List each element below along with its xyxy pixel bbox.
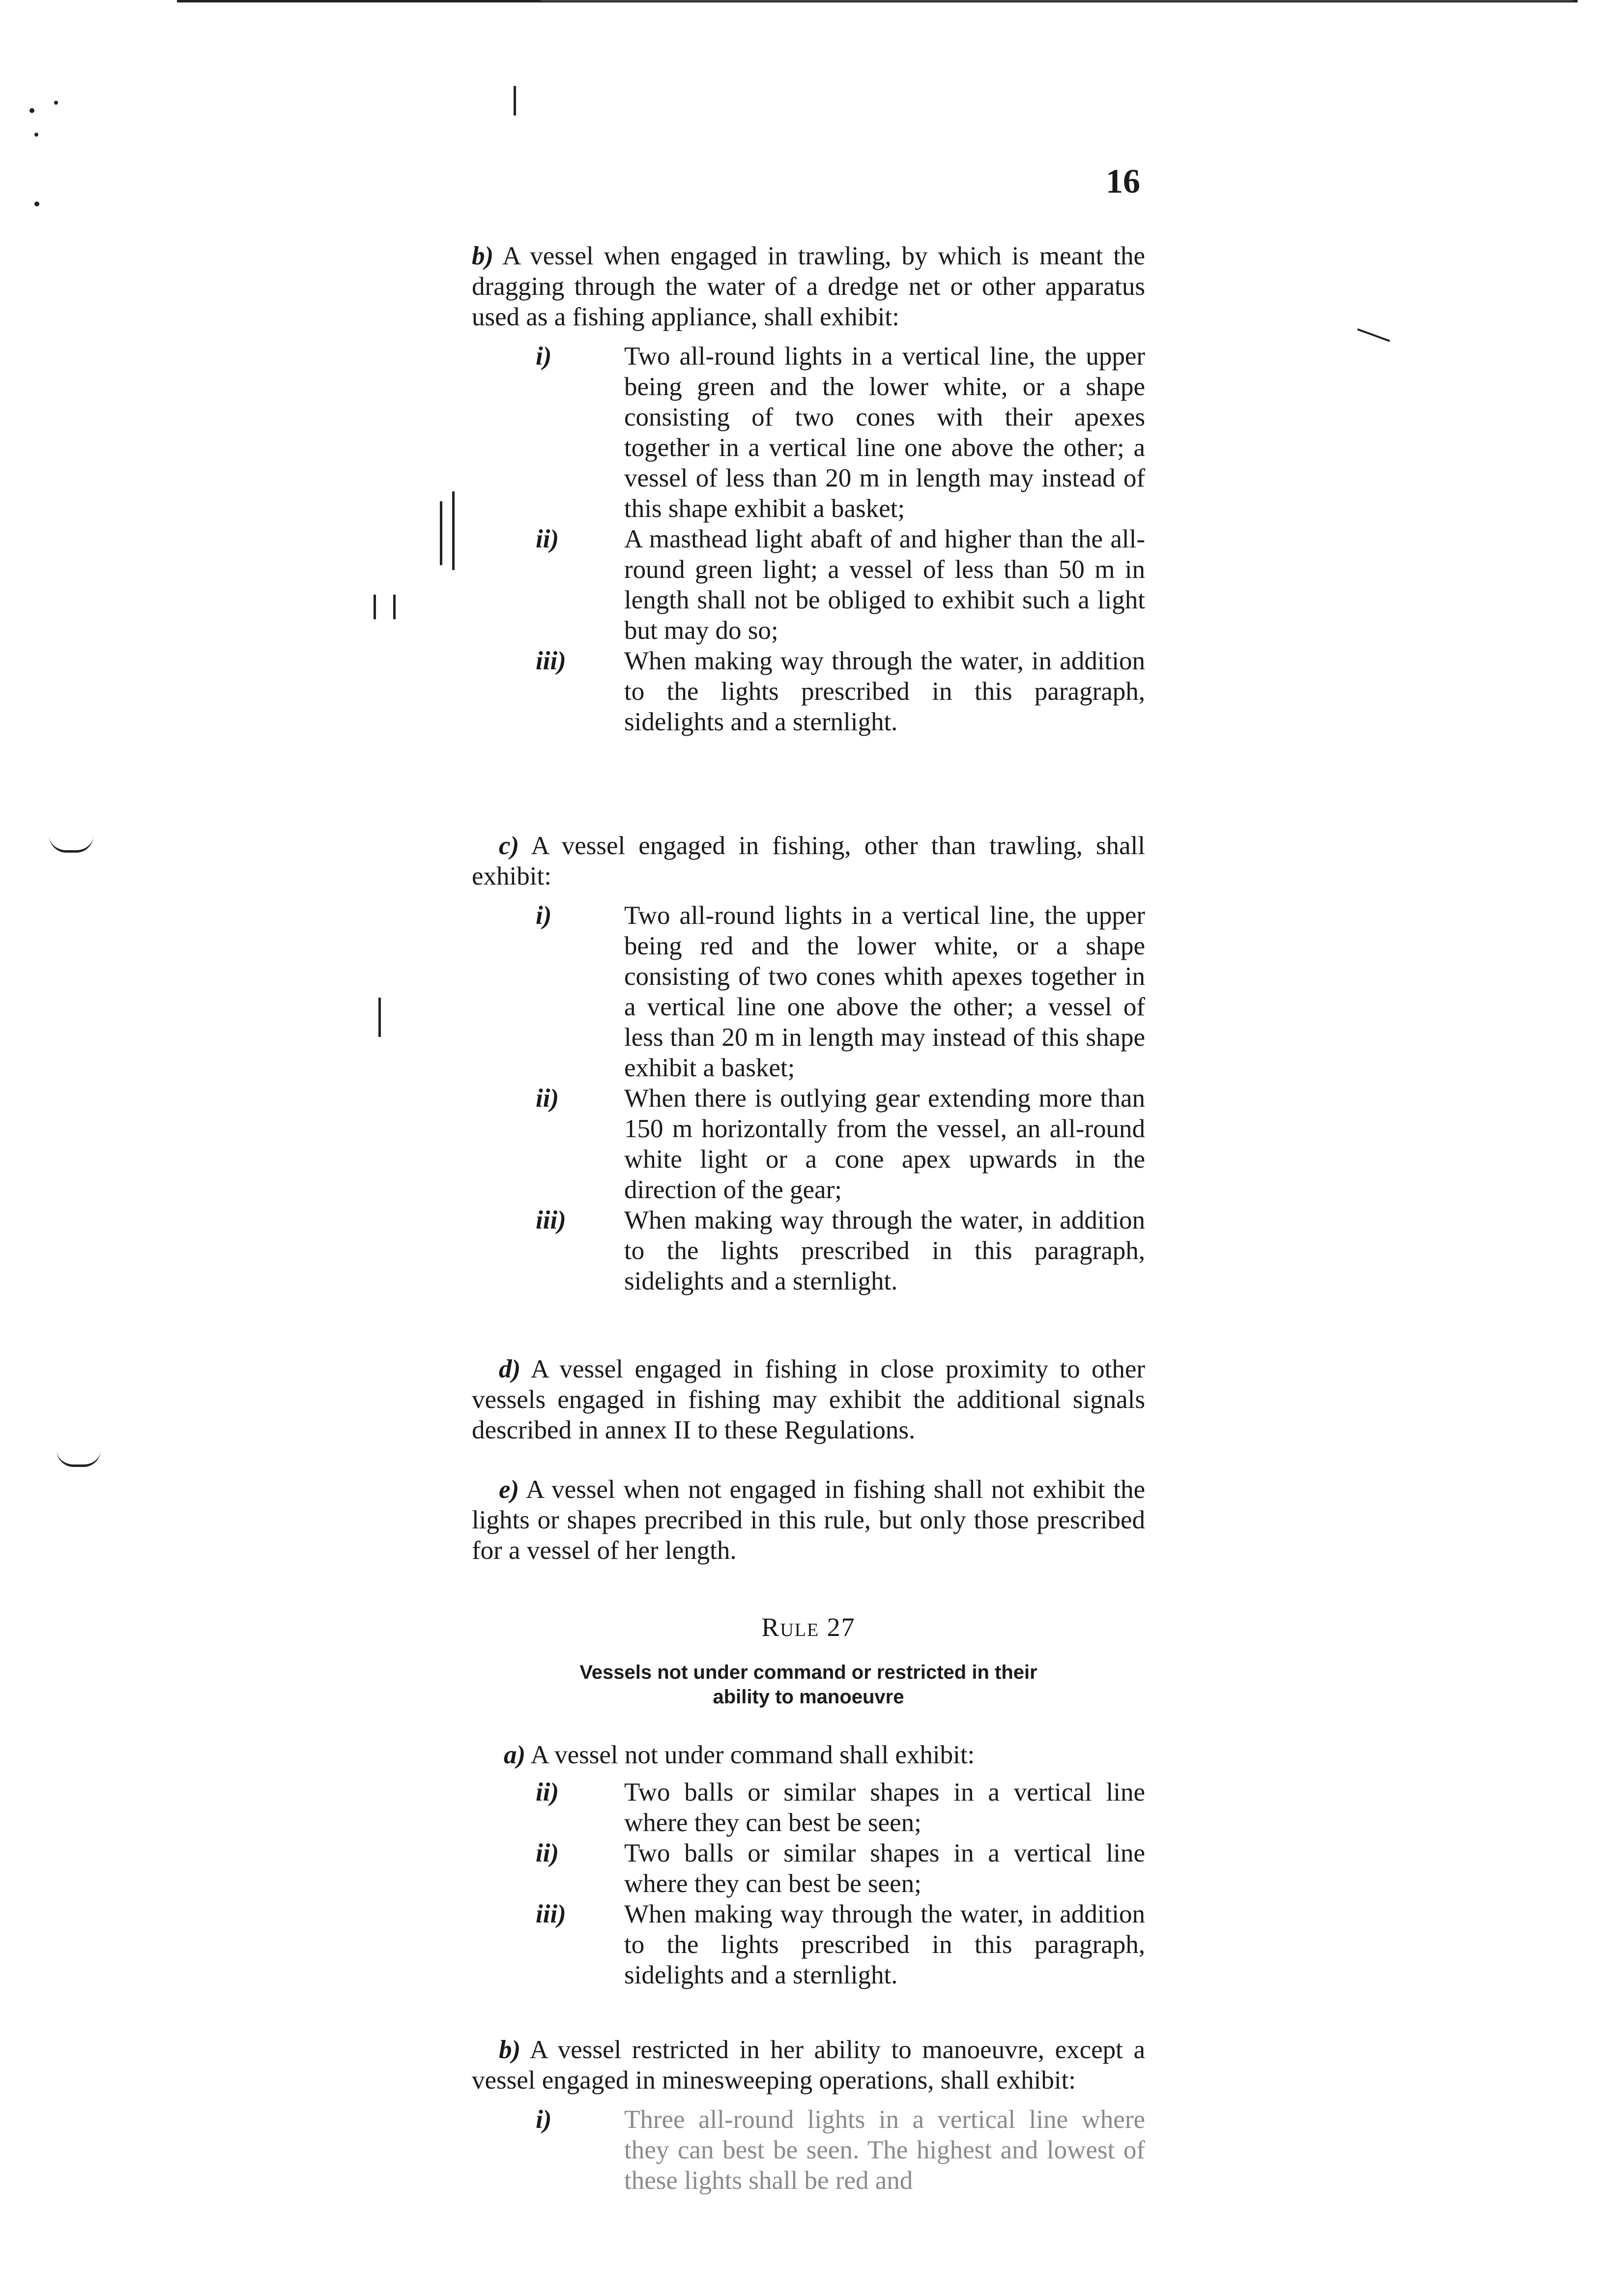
item-number: ii) <box>536 1839 559 1867</box>
item-number: i) <box>536 342 552 371</box>
paragraph-c <box>472 831 1145 1296</box>
paragraph-b-text: A vessel when engaged in trawling, by which is meant the dragging through the water of a dredge net or other apparatus used as a fishing appliance, shall exhibit: <box>472 242 1145 331</box>
list-item <box>472 900 1145 1083</box>
item-number: ii) <box>536 525 559 553</box>
paragraph-b-intro <box>472 241 1145 332</box>
list-item <box>472 646 1145 737</box>
list-item <box>472 341 1145 524</box>
scan-mark <box>54 101 58 105</box>
item-number: i) <box>536 2105 552 2134</box>
rule-27-a-intro <box>472 1740 1145 1770</box>
scan-mark <box>374 595 376 619</box>
scan-mark <box>49 835 93 853</box>
rule-27-a-items <box>472 1777 1145 1990</box>
paragraph-b-items <box>472 341 1145 737</box>
paragraph-d-body <box>472 1354 1145 1445</box>
paragraph-d-text: A vessel engaged in fishing in close proximity to other vessels engaged in fishing may exhibit the additional signals described in annex II to these Regulations. <box>472 1355 1146 1444</box>
rule-heading: Rule 27 <box>761 1612 856 1642</box>
scan-mark <box>378 998 381 1037</box>
rule-27-header <box>472 1612 1145 1709</box>
paragraph-e <box>472 1474 1145 1566</box>
item-number: i) <box>536 901 552 930</box>
paragraph-c-intro <box>472 831 1145 891</box>
paragraph-d-label: d) <box>499 1355 521 1383</box>
scan-mark <box>1357 328 1390 342</box>
paragraph-c-items <box>472 900 1145 1296</box>
rule-subheading: Vessels not under command or restricted in their ability to manoeuvre <box>579 1662 1037 1708</box>
rule-27-b-text: A vessel restricted in her ability to manoeuvre, except a vessel engaged in minesweeping operations, shall exhibit: <box>472 2036 1145 2095</box>
paragraph-e-text: A vessel when not engaged in fishing shall not exhibit the lights or shapes precribed in this rule, but only those prescribed for a vessel of her length. <box>472 1475 1145 1565</box>
rule-27-b-label: b) <box>499 2036 521 2064</box>
list-item <box>472 2104 1145 2196</box>
item-number: iii) <box>536 647 566 675</box>
scan-mark <box>34 201 39 206</box>
rule-27-a-label: a) <box>504 1741 526 1769</box>
item-text: When making way through the water, in addition to the lights prescribed in this paragraph, sidelights and a sternlight. <box>624 1900 1145 1989</box>
scan-mark <box>452 491 455 570</box>
scan-mark <box>514 86 516 115</box>
paragraph-b <box>472 241 1145 737</box>
item-text: When making way through the water, in addition to the lights prescribed in this paragraph, sidelights and a sternlight. <box>624 1206 1145 1295</box>
scan-mark <box>440 501 442 565</box>
rule-27-a-text: A vessel not under command shall exhibit: <box>530 1741 975 1769</box>
paragraph-e-label: e) <box>499 1475 519 1504</box>
paragraph-c-label: c) <box>499 832 519 860</box>
scan-mark <box>29 108 34 113</box>
paragraph-c-text: A vessel engaged in fishing, other than trawling, shall exhibit: <box>472 832 1145 890</box>
item-text: When there is outlying gear extending more than 150 m horizontally from the vessel, an all-round white light or a cone apex upwards in the direction of the gear; <box>624 1084 1145 1204</box>
paragraph-d <box>472 1354 1145 1445</box>
rule-27-paragraph-a <box>472 1740 1145 1990</box>
scan-mark <box>34 133 38 137</box>
top-scan-edge-inner <box>541 0 1573 1</box>
list-item <box>472 524 1145 646</box>
item-text: Two all-round lights in a vertical line, the upper being green and the lower white, or a shape consisting of two cones with their apexes together in a vertical line one above the other; a vessel of less than 20 m in length may instead of this shape exhibit a basket; <box>624 342 1145 523</box>
list-item <box>472 1083 1145 1205</box>
list-item <box>472 1899 1145 1990</box>
scan-mark <box>393 595 396 619</box>
paragraph-e-body <box>472 1474 1145 1566</box>
rule-27-b-items <box>472 2104 1145 2196</box>
scan-mark <box>57 1450 101 1467</box>
item-text: A masthead light abaft of and higher than the all-round green light; a vessel of less than 50 m in length shall not be obliged to exhibit such a light but may do so; <box>624 525 1145 645</box>
list-item <box>472 1205 1145 1296</box>
rule-27-paragraph-b <box>472 2035 1145 2196</box>
item-number: ii) <box>536 1084 559 1113</box>
item-text: When making way through the water, in addition to the lights prescribed in this paragraph, sidelights and a sternlight. <box>624 647 1145 736</box>
rule-27-b-intro <box>472 2035 1145 2095</box>
item-text: Two balls or similar shapes in a vertical line where they can best be seen; <box>624 1778 1145 1837</box>
page-number: 16 <box>1106 163 1140 201</box>
item-number: iii) <box>536 1206 566 1234</box>
list-item <box>472 1838 1145 1899</box>
item-number: ii) <box>536 1778 559 1807</box>
item-text: Two all-round lights in a vertical line, the upper being red and the lower white, or a shape consisting of two cones whith apexes together in a vertical line one above the other; a vessel of less than 20 m in length may instead of this shape exhibit a basket; <box>624 901 1145 1082</box>
item-number: iii) <box>536 1900 566 1928</box>
item-text: Two balls or similar shapes in a vertical line where they can best be seen; <box>624 1839 1145 1898</box>
paragraph-b-label: b) <box>472 242 494 270</box>
list-item <box>472 1777 1145 1838</box>
item-text: Three all-round lights in a vertical line where they can best be seen. The highest and lowest of these lights shall be red and <box>624 2105 1145 2195</box>
